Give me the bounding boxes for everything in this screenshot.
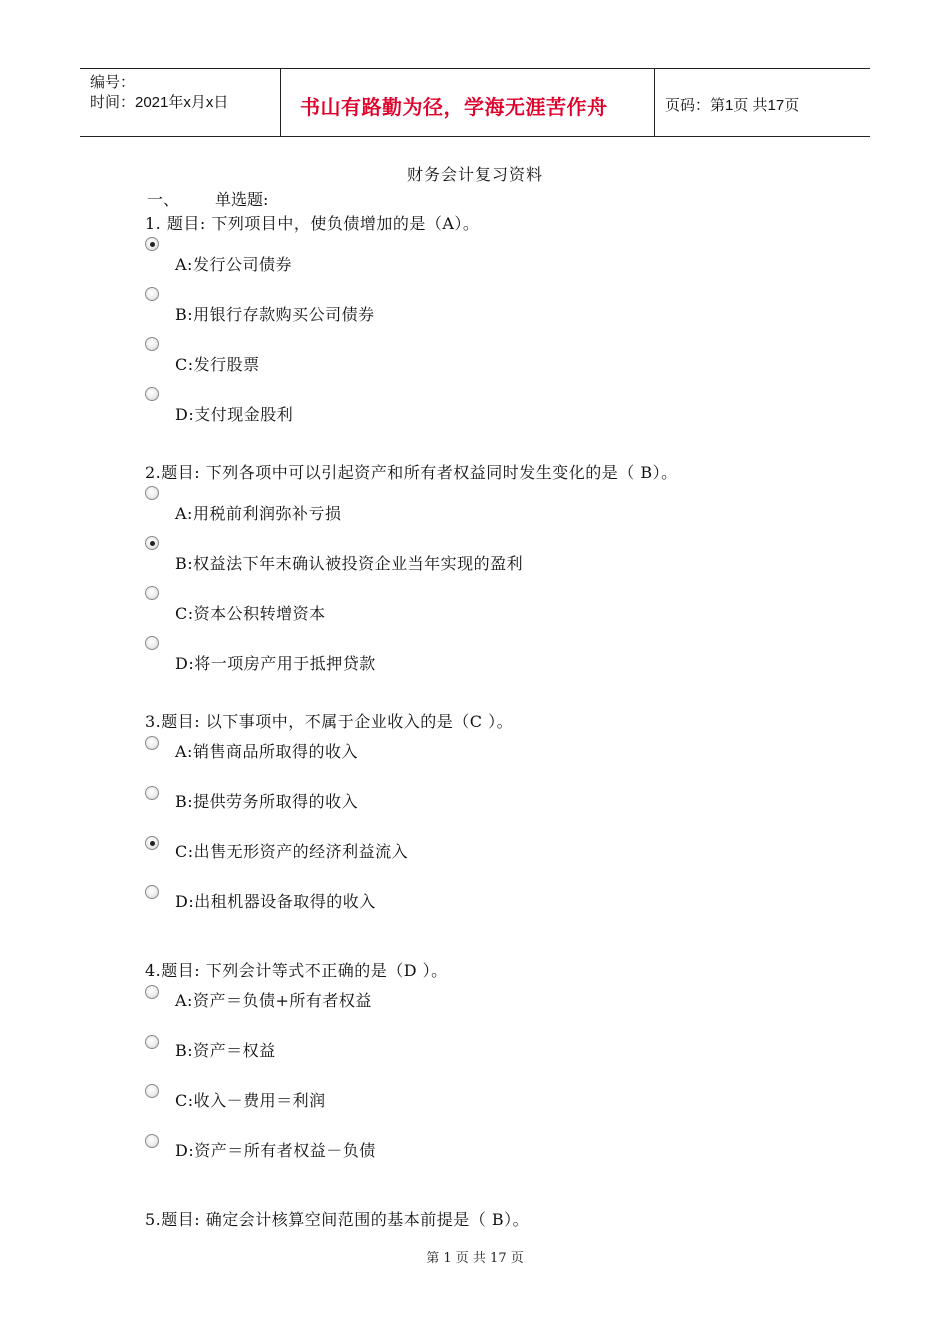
header-left-cell (80, 69, 281, 136)
option-q4-b: B:资产＝权益 (175, 1041, 276, 1060)
radio-q1-b[interactable] (145, 287, 159, 301)
radio-q4-b[interactable] (145, 1035, 159, 1049)
option-q3-c: C:出售无形资产的经济利益流入 (175, 842, 409, 861)
section-heading (147, 187, 268, 210)
serial-label: 编号： (90, 74, 136, 91)
option-q4-c: C:收入－费用＝利润 (175, 1091, 326, 1110)
radio-q4-d[interactable] (145, 1134, 159, 1148)
section-label: 单选题: (215, 190, 269, 209)
radio-q2-a[interactable] (145, 486, 159, 500)
question-3-text: 3.题目: 以下事项中，不属于企业收入的是（C ）。 (145, 712, 514, 731)
document-title: 财务会计复习资料 (406, 165, 543, 184)
option-q3-d: D:出租机器设备取得的收入 (175, 892, 376, 911)
option-q4-a: A:资产＝负债+所有者权益 (175, 991, 372, 1010)
option-q3-b: B:提供劳务所取得的收入 (175, 792, 359, 811)
time-label: 时间：2021年x月x日 (90, 94, 229, 111)
page-footer: 第 1 页 共 17 页 (426, 1251, 524, 1266)
radio-q3-a[interactable] (145, 736, 159, 750)
section-number: 一、 (147, 190, 180, 209)
option-q3-a: A:销售商品所取得的收入 (175, 742, 358, 761)
option-q4-d: D:资产＝所有者权益－负债 (175, 1141, 376, 1160)
radio-q1-c[interactable] (145, 337, 159, 351)
radio-q2-b[interactable] (145, 536, 159, 550)
option-q2-c: C:资本公积转增资本 (175, 604, 326, 623)
question-2-text: 2.题目: 下列各项中可以引起资产和所有者权益同时发生变化的是（ B）。 (145, 463, 678, 482)
question-4-text: 4.题目: 下列会计等式不正确的是（D ）。 (145, 961, 448, 980)
option-q2-b: B:权益法下年末确认被投资企业当年实现的盈利 (175, 554, 524, 573)
motto: 书山有路勤为径，学海无涯苦作舟 (300, 95, 608, 119)
question-1-text: 1. 题目: 下列项目中，使负债增加的是（A）。 (145, 214, 480, 233)
radio-q3-d[interactable] (145, 885, 159, 899)
page-code: 页码：第1页 共17页 (665, 97, 800, 114)
option-q2-d: D:将一项房产用于抵押贷款 (175, 654, 376, 673)
option-q1-b: B:用银行存款购买公司债券 (175, 305, 375, 324)
radio-q4-c[interactable] (145, 1084, 159, 1098)
radio-q2-c[interactable] (145, 586, 159, 600)
header-right-cell (654, 69, 871, 136)
radio-q1-d[interactable] (145, 387, 159, 401)
radio-q3-b[interactable] (145, 786, 159, 800)
radio-q4-a[interactable] (145, 985, 159, 999)
radio-q2-d[interactable] (145, 636, 159, 650)
question-5-text: 5.题目: 确定会计核算空间范围的基本前提是（ B）。 (145, 1210, 530, 1229)
option-q1-c: C:发行股票 (175, 355, 260, 374)
option-q1-a: A:发行公司债券 (175, 255, 292, 274)
radio-q1-a[interactable] (145, 237, 159, 251)
header-table (80, 68, 870, 137)
option-q1-d: D:支付现金股利 (175, 405, 294, 424)
radio-q3-c[interactable] (145, 836, 159, 850)
option-q2-a: A:用税前利润弥补亏损 (175, 504, 342, 523)
